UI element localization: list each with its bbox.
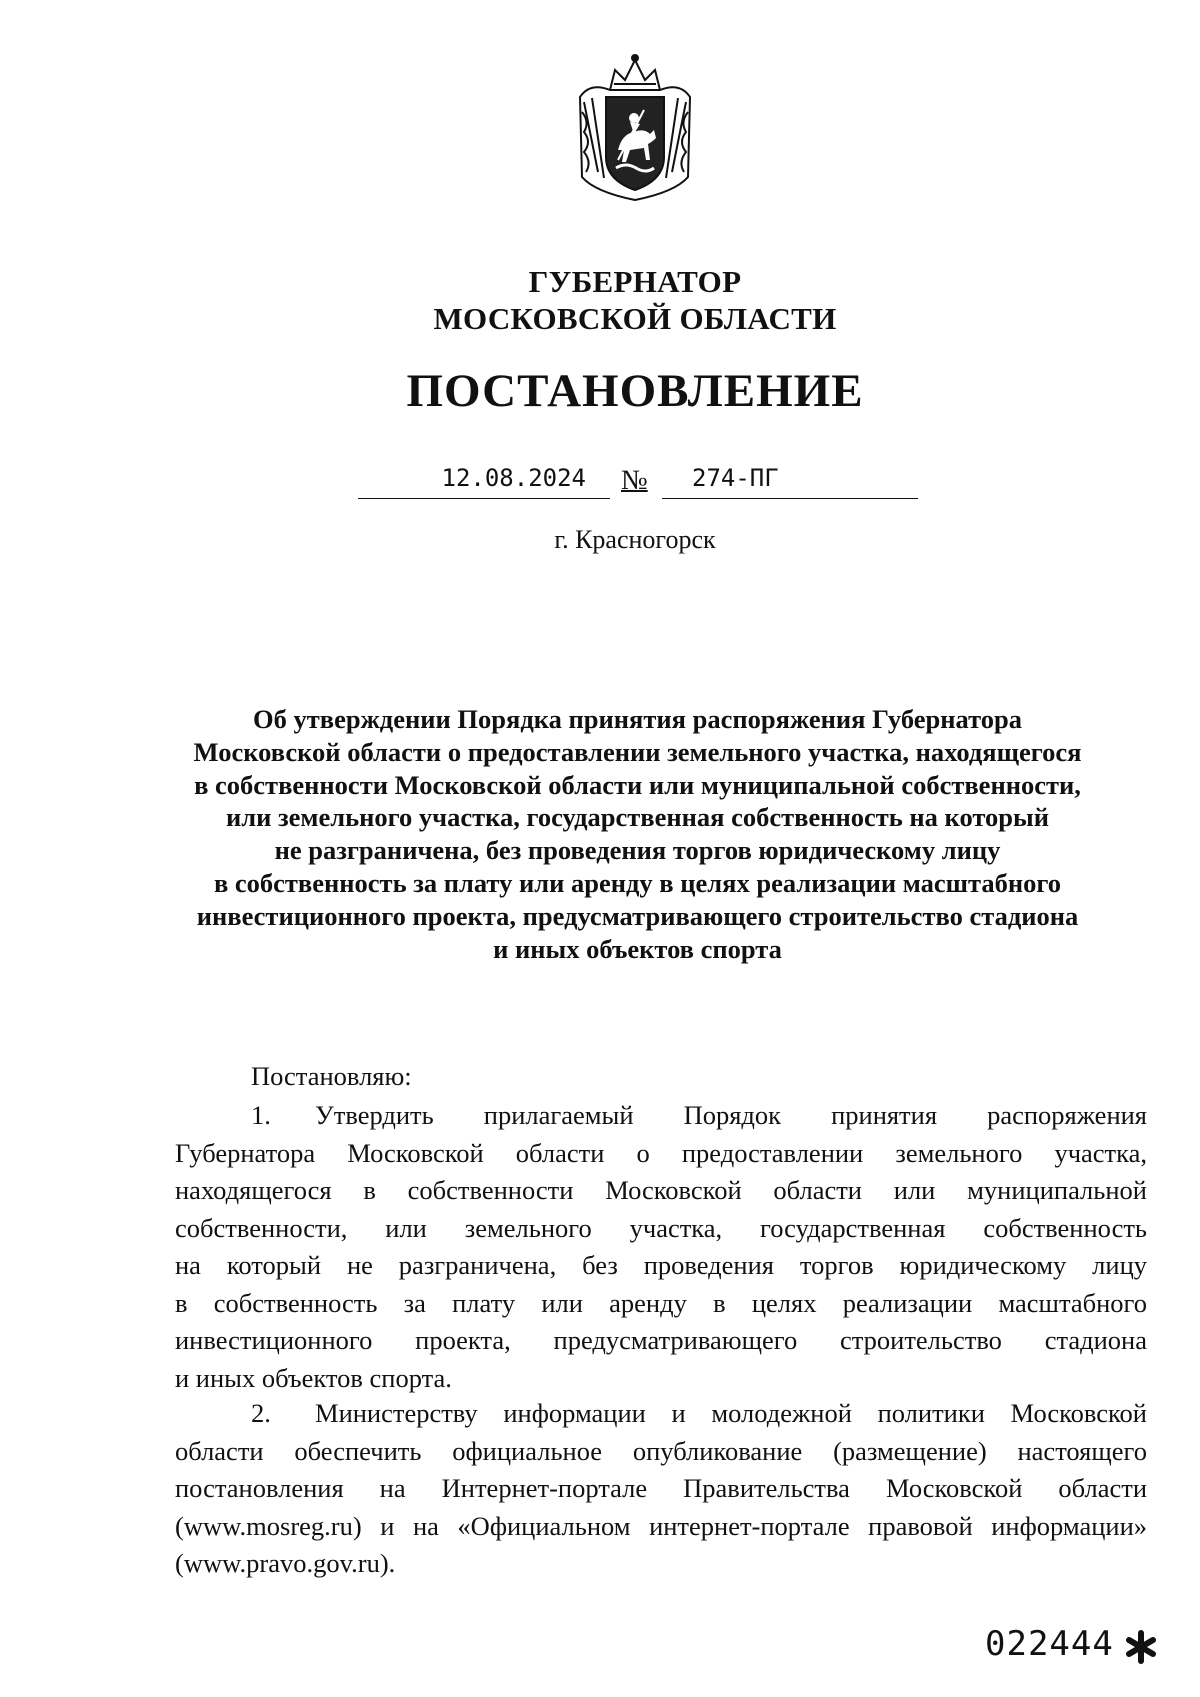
document-number-field [662, 460, 918, 499]
paragraph-line: на который не разграничена, без проведения торгов юридическому лицу [175, 1250, 1147, 1280]
title-line: Московской области о предоставлении земельного участка, находящегося [193, 736, 1082, 767]
title-line: Об утверждении Порядка принятия распоряжения Губернатора [253, 704, 1022, 734]
paragraph-line-text: Министерству информации и молодежной политики Московской [315, 1398, 1147, 1428]
document-number: 274-ПГ [692, 464, 779, 492]
paragraph-line: (www.mosreg.ru) и на «Официальном интернет-портале правовой информации» [175, 1510, 1147, 1541]
title-line: инвестиционного проекта, предусматривающего строительство стадиона [196, 900, 1079, 931]
document-code: 022444 [985, 1624, 1114, 1664]
paragraph-line: Губернатора Московской области о предоставлении земельного участка, [175, 1137, 1147, 1168]
date-number-line [0, 460, 1200, 502]
title-line: не разграничена, без проведения торгов юридическому лицу [274, 835, 1001, 866]
document-type: ПОСТАНОВЛЕНИЕ [406, 365, 864, 417]
paragraph-line: и иных объектов спорта. [175, 1362, 452, 1393]
coat-of-arms-icon [570, 52, 700, 207]
document-date: 12.08.2024 [441, 464, 586, 492]
paragraph-line: в собственность за плату или аренду в целях реализации масштабного [175, 1287, 1147, 1318]
title-line: и иных объектов спорта [493, 933, 782, 964]
paragraph-line: инвестиционного проекта, предусматривающего строительство стадиона [175, 1325, 1147, 1355]
title-line: или земельного участка, государственная собственность на который [225, 802, 1049, 833]
paragraph-1 [175, 1097, 1147, 1397]
paragraph-line: постановления на Интернет-портале Правительства Московской области [175, 1473, 1147, 1503]
item-number: 1. [251, 1100, 271, 1130]
number-sign: № [621, 465, 648, 496]
decree-word: Постановляю: [251, 1061, 412, 1091]
item-number: 2. [251, 1398, 271, 1428]
paragraph-line [175, 1097, 1147, 1135]
paragraph-line: находящегося в собственности Московской области или муниципальной [175, 1175, 1147, 1205]
paragraph-line-text: Утвердить прилагаемый Порядок принятия распоряжения [315, 1100, 1147, 1130]
title-line: в собственности Московской области или муниципальной собственности, [194, 769, 1081, 800]
paragraph-2 [175, 1395, 1147, 1583]
document-date-field [358, 460, 610, 499]
org-line-2: МОСКОВСКОЙ ОБЛАСТИ [433, 301, 837, 336]
paragraph-line [175, 1395, 1147, 1433]
document-title [175, 703, 1100, 965]
org-line-1: ГУБЕРНАТОР [528, 264, 742, 299]
paragraph-line: (www.pravo.gov.ru). [175, 1548, 396, 1578]
paragraph-line: собственности, или земельного участка, государственная собственность [175, 1212, 1147, 1243]
city: г. Красногорск [554, 525, 716, 554]
asterisk-icon [1124, 1630, 1158, 1664]
paragraph-line: области обеспечить официальное опубликование (размещение) настоящего [175, 1435, 1147, 1466]
title-line: в собственность за плату или аренду в целях реализации масштабного [213, 867, 1062, 898]
